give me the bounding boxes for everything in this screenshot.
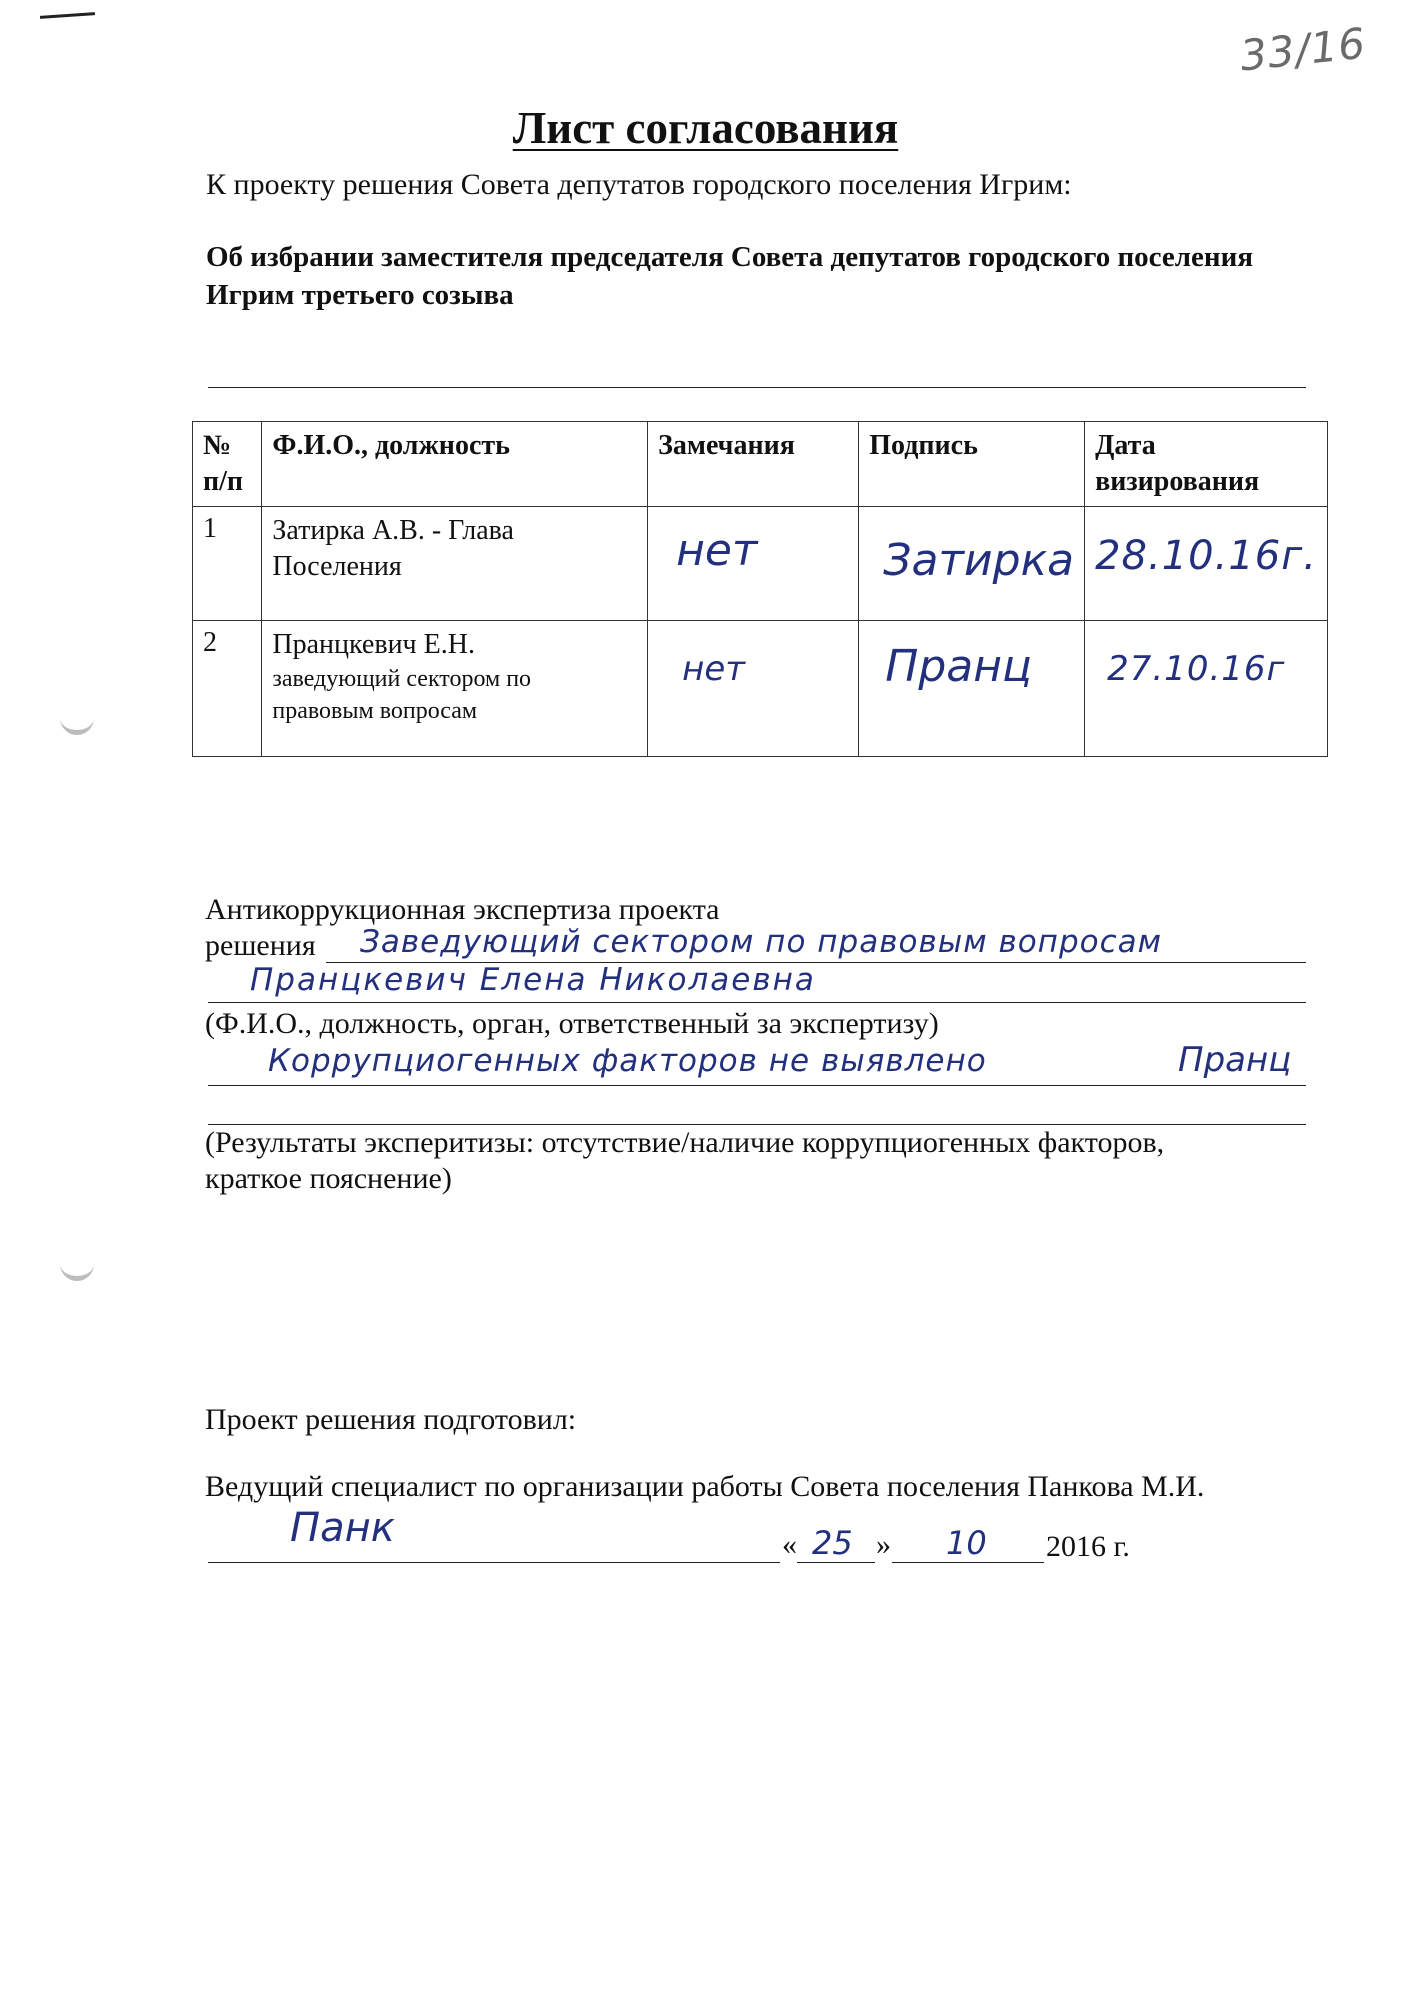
date-quote-open: « — [782, 1528, 797, 1561]
row-date — [1085, 621, 1328, 757]
page-title-text: Лист согласования — [512, 103, 899, 153]
handwritten-prepared-signature: Панк — [290, 1505, 395, 1551]
handwritten-date: 28.10.16г. — [1095, 533, 1317, 579]
header-num: № п/п — [193, 422, 262, 507]
punch-hole — [60, 712, 94, 735]
date-year: 2016 г. — [1046, 1530, 1130, 1563]
expertise-caption-1: (Ф.И.О., должность, орган, ответственный за экспертизу) — [205, 1007, 939, 1040]
row-num: 1 — [193, 507, 262, 621]
approval-table — [192, 421, 1328, 757]
punch-hole — [60, 1258, 94, 1281]
handwritten-expertise-name: Пранцкевич Елена Николаевна — [250, 962, 816, 998]
expertise-label-decision: решения — [205, 929, 316, 962]
header-date: Дата визирования — [1085, 422, 1328, 507]
row-remarks — [648, 621, 859, 757]
handwritten-signature: Затирка — [883, 535, 1075, 586]
handwritten-remarks: нет — [682, 649, 746, 689]
table-header-row — [193, 422, 1328, 507]
row-name: Затирка А.В. - Глава Поселения — [262, 507, 648, 621]
row-signature — [859, 507, 1085, 621]
subject-text: Об избрании заместителя председателя Совета депутатов городского поселения Игрим третьего созыва — [206, 241, 1254, 311]
table-row — [193, 621, 1328, 757]
expertise-line-4 — [208, 1124, 1306, 1125]
header-remarks: Замечания — [648, 422, 859, 507]
date-day-line — [797, 1562, 875, 1563]
expertise-line-2 — [208, 1002, 1306, 1003]
header-name: Ф.И.О., должность — [262, 422, 648, 507]
prepared-signature-line — [208, 1562, 780, 1563]
page-title — [0, 102, 1411, 154]
header-signature: Подпись — [859, 422, 1085, 507]
handwritten-date-month: 10 — [946, 1524, 987, 1562]
prepared-position: Ведущий специалист по организации работы Совета поселения Панкова М.И. — [205, 1470, 1205, 1503]
handwritten-signature: Пранц — [885, 641, 1032, 692]
expertise-caption-2: (Результаты эксперитизы: отсутствие/наличие коррупциогенных факторов, — [205, 1126, 1165, 1159]
handwritten-expertise-result: Коррупциогенных факторов не выявлено — [268, 1043, 987, 1079]
expertise-caption-2b: краткое пояснение) — [205, 1162, 452, 1195]
date-month-line — [892, 1562, 1044, 1563]
intro-text: К проекту решения Совета депутатов городского поселения Игрим: — [206, 168, 1072, 201]
date-quote-close: » — [876, 1528, 891, 1561]
row-signature — [859, 621, 1085, 757]
handwritten-expertise-signature: Пранц — [1178, 1040, 1292, 1080]
row-name: Пранцкевич Е.Н. заведующий сектором по правовым вопросам — [262, 621, 648, 757]
corner-pen-mark — [40, 12, 95, 19]
row-date — [1085, 507, 1328, 621]
expertise-label: Антикоррукционная экспертиза проекта — [205, 893, 720, 926]
handwritten-date-day: 25 — [812, 1524, 853, 1562]
handwritten-date: 27.10.16г — [1107, 649, 1286, 689]
handwritten-expertise-position: Заведующий сектором по правовым вопросам — [360, 924, 1163, 960]
row-remarks — [648, 507, 859, 621]
table-row — [193, 507, 1328, 621]
subject-underline — [208, 387, 1306, 388]
expertise-line-3 — [208, 1085, 1306, 1086]
page-number: 33/16 — [1237, 18, 1369, 81]
prepared-label: Проект решения подготовил: — [205, 1403, 577, 1436]
row-num: 2 — [193, 621, 262, 757]
handwritten-remarks: нет — [676, 525, 758, 576]
